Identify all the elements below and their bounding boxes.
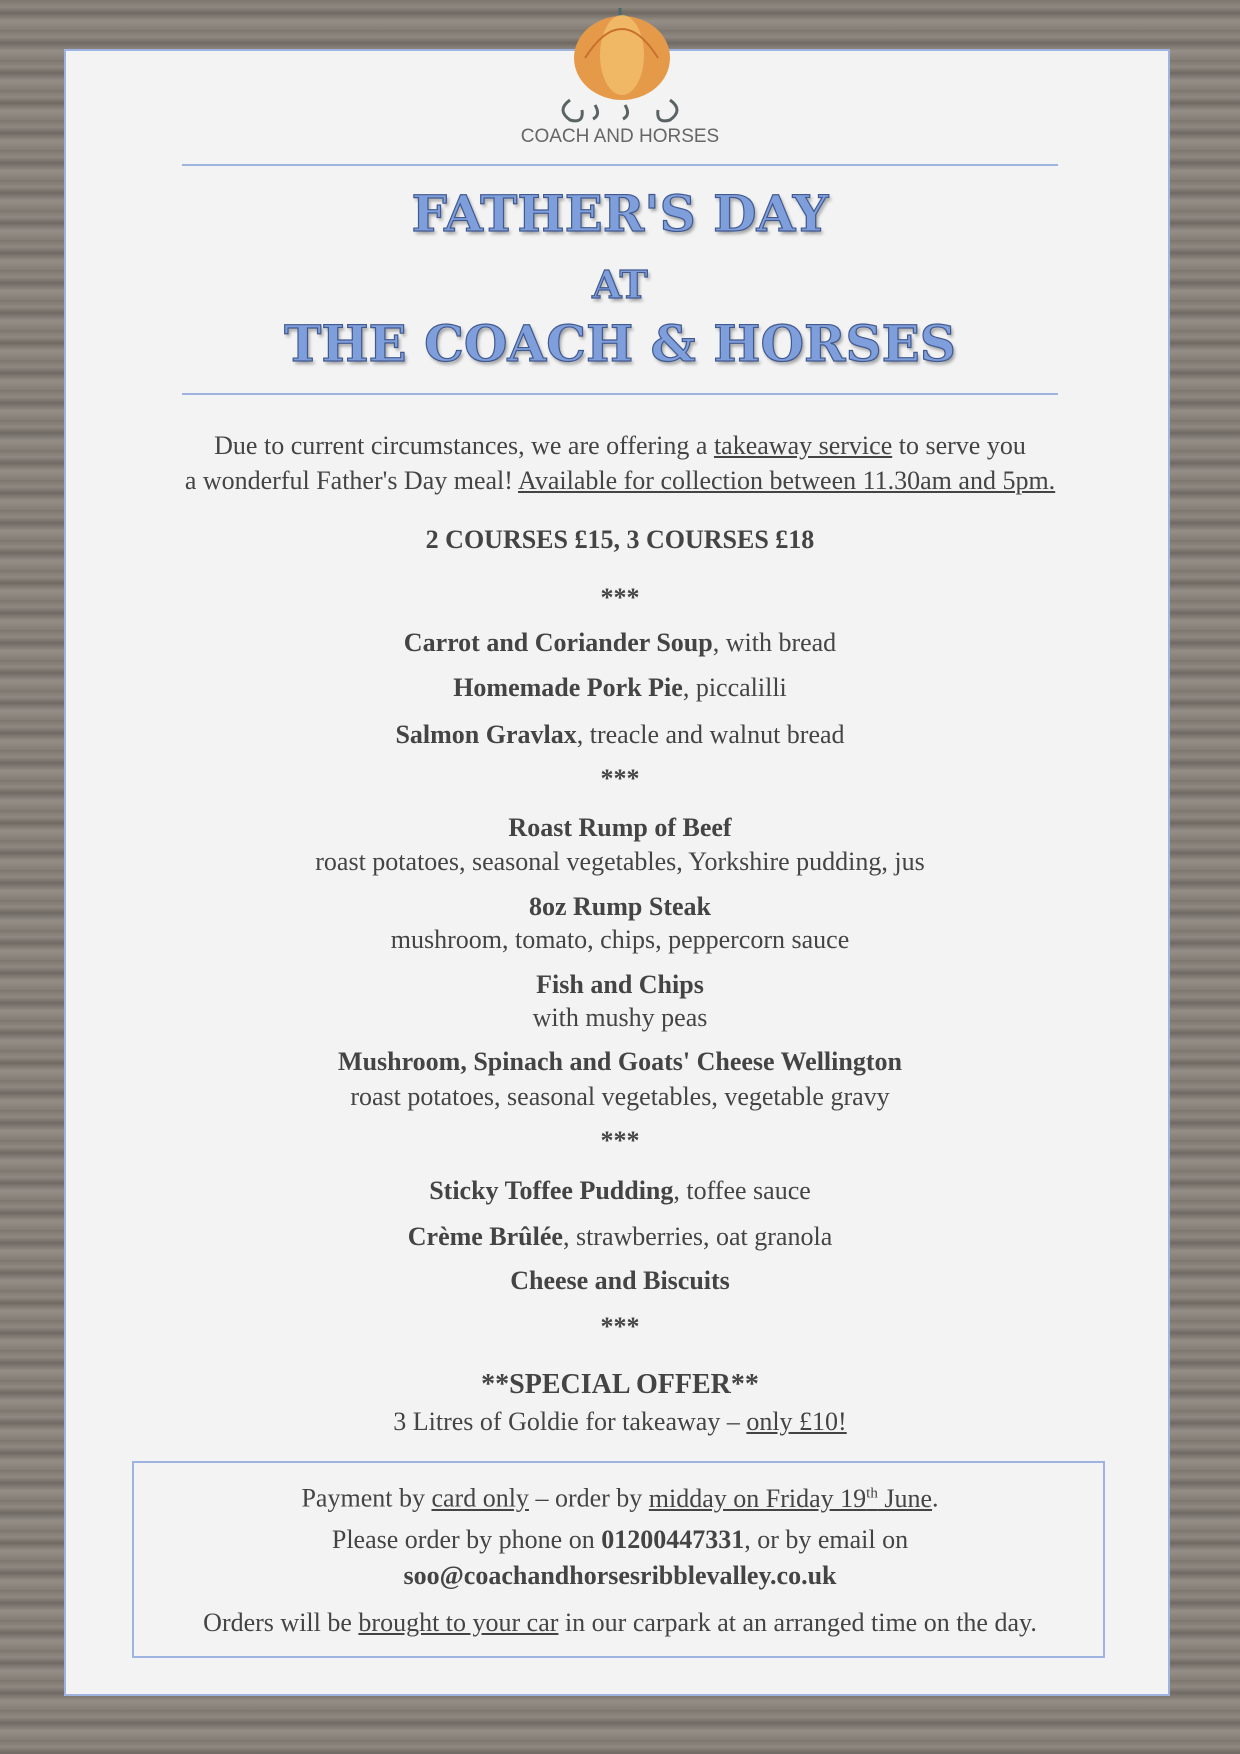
collection-info: Orders will be brought to your car in our carpark at an arranged time on the day.: [203, 1608, 1037, 1637]
menu-item-desc: roast potatoes, seasonal vegetables, Yorkshire pudding, jus: [315, 847, 925, 876]
order-contact: Please order by phone on 01200447331, or by email on: [331, 1525, 909, 1554]
menu-item: Salmon Gravlax, treacle and walnut bread: [395, 720, 845, 749]
intro-line-1: Due to current circumstances, we are offering a takeaway service to serve you: [214, 431, 1026, 460]
menu-item-name: Fish and Chips: [536, 970, 704, 999]
pricing: 2 COURSES £15, 3 COURSES £18: [425, 525, 815, 554]
separator: ***: [600, 764, 640, 793]
menu-item-name: Roast Rump of Beef: [508, 813, 732, 842]
email-address[interactable]: soo@coachandhorsesribblevalley.co.uk: [403, 1561, 837, 1590]
menu-item-name: 8oz Rump Steak: [528, 892, 711, 921]
takeaway-service-text: takeaway service: [713, 431, 893, 460]
menu-item: Cheese and Biscuits: [510, 1266, 730, 1295]
menu-item: Sticky Toffee Pudding, toffee sauce: [429, 1176, 811, 1205]
phone-number: 01200447331: [601, 1525, 745, 1554]
separator: ***: [600, 1312, 640, 1341]
menu-item: Crème Brûlée, strawberries, oat granola: [407, 1222, 833, 1251]
title-fathers-day: FATHER'S DAY: [411, 184, 829, 243]
divider-bottom: [182, 393, 1058, 395]
special-offer-text: 3 Litres of Goldie for takeaway – only £10!: [393, 1407, 847, 1436]
payment-info: Payment by card only – order by midday on Friday 19th June.: [301, 1483, 939, 1513]
title-venue: THE COACH & HORSES: [284, 314, 956, 373]
logo-text: COACH AND HORSES: [520, 126, 720, 147]
special-offer-title: **SPECIAL OFFER**: [481, 1369, 759, 1400]
separator: ***: [600, 1126, 640, 1155]
divider-top: [182, 164, 1058, 166]
menu-item: Carrot and Coriander Soup, with bread: [403, 628, 837, 657]
menu-item-desc: roast potatoes, seasonal vegetables, vegetable gravy: [350, 1082, 890, 1111]
separator: ***: [600, 583, 640, 612]
menu-item: Homemade Pork Pie, piccalilli: [453, 673, 787, 702]
title-at: AT: [592, 262, 648, 307]
intro-line-2: a wonderful Father's Day meal! Available for collection between 11.30am and 5pm.: [184, 466, 1056, 495]
menu-item-desc: with mushy peas: [532, 1003, 708, 1032]
menu-item-desc: mushroom, tomato, chips, peppercorn sauce: [390, 925, 850, 954]
collection-times: Available for collection between 11.30am and 5pm.: [518, 466, 1056, 495]
menu-item-name: Mushroom, Spinach and Goats' Cheese Wellington: [338, 1047, 902, 1076]
